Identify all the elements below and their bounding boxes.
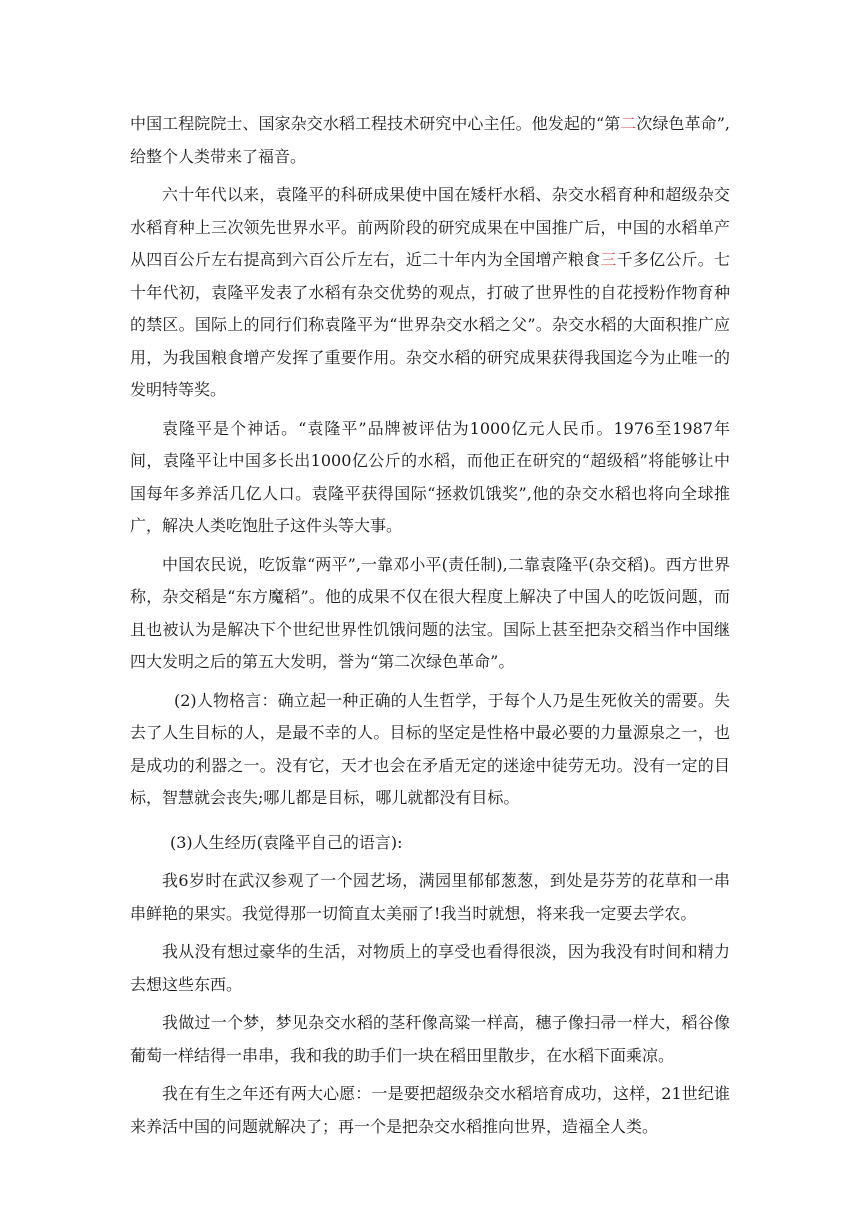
text-segment: 六十年代以来，袁隆平的科研成果使中国在矮杆水稻、杂交水稻育种和超级杂交水稻育种上三次领先世界水平。前两阶段的研究成果在中国推广后，中国的水稻单产从四百公斤左右提高到六百公斤左右，近二十年内为全国增产粮食 (130, 185, 730, 269)
paragraph-dream: 我做过一个梦，梦见杂交水稻的茎秆像高粱一样高，穗子像扫帚一样大，稻谷像葡萄一样结得一串串，我和我的助手们一块在稻田里散步，在水稻下面乘凉。 (130, 1013, 730, 1065)
paragraph-experience-heading: (3)人生经历(袁隆平自己的语言): (170, 832, 403, 852)
paragraph-farmers: 中国农民说，吃饭靠“两平”,一靠邓小平(责任制),二靠袁隆平(杂交稻)。西方世界称，杂交稻是“东方魔稻”。他的成果不仅在很大程度上解决了中国人的吃饭问题，而且也被认为是解决下个世纪世界性饥饿问题的法宝。国际上甚至把杂交稻当作中国继四大发明之后的第五大发明，誉为“第二次绿色革命”。 (130, 554, 730, 671)
paragraph-lifestyle: 我从没有想过豪华的生活，对物质上的享受也看得很淡，因为我没有时间和精力去想这些东西。 (130, 942, 730, 994)
paragraph-motto: (2)人物格言：确立起一种正确的人生哲学，于每个人乃是生死攸关的需要。失去了人生目标的人，是最不幸的人。目标的坚定是性格中最必要的力量源泉之一，也是成功的利器之一。没有它，天才也会在矛盾无定的迷途中徒劳无功。没有一定的目标，智慧就会丧失;哪儿都是目标，哪儿就都没有目标。 (130, 690, 730, 807)
highlighted-text: 三 (600, 250, 617, 269)
paragraph-childhood: 我6岁时在武汉参观了一个园艺场，满园里郁郁葱葱，到处是芬芳的花草和一串串鲜艳的果实。我觉得那一切简直太美丽了!我当时就想，将来我一定要去学农。 (130, 871, 730, 923)
highlighted-text: 二 (620, 114, 637, 133)
document-page (130, 108, 730, 1143)
paragraph-intro (130, 108, 730, 173)
paragraph-achievements (130, 179, 730, 407)
text-segment: 次绿色革命”,给整个人类带来了福音。 (130, 114, 730, 166)
text-segment: 千多亿公斤。七十年代初，袁隆平发表了水稻有杂交优势的观点，打破了世界性的自花授粉作物育种的禁区。国际上的同行们称袁隆平为“世界杂交水稻之父”。杂交水稻的大面积推广应用，为我国粮食增产发挥了重要作用。杂交水稻的研究成果获得我国迄今为止唯一的发明特等奖。 (130, 250, 730, 399)
paragraph-wishes: 我在有生之年还有两大心愿：一是要把超级杂交水稻培育成功，这样，21世纪谁来养活中国的问题就解决了；再一个是把杂交水稻推向世界，造福全人类。 (130, 1084, 730, 1136)
paragraph-myth: 袁隆平是个神话。“袁隆平”品牌被评估为1000亿元人民币。1976至1987年间，袁隆平让中国多长出1000亿公斤的水稻，而他正在研究的“超级稻”将能够让中国每年多养活几亿人口。袁隆平获得国际“拯救饥饿奖”,他的杂交水稻也将向全球推广，解决人类吃饱肚子这件头等大事。 (130, 418, 730, 535)
text-segment: 中国工程院院士、国家杂交水稻工程技术研究中心主任。他发起的“第 (130, 114, 621, 133)
